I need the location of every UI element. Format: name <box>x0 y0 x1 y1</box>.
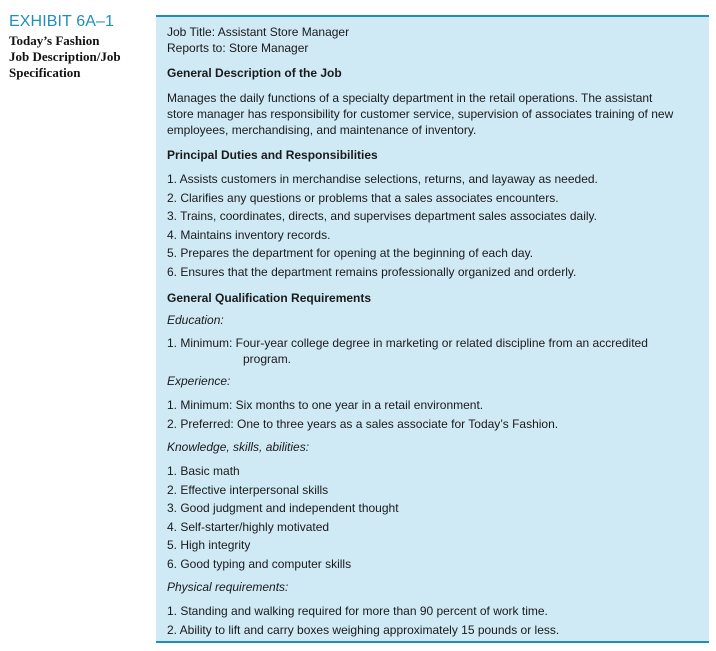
list-item: 4. Self-starter/highly motivated <box>167 519 330 534</box>
qualifications-heading: General Qualification Requirements <box>167 291 372 305</box>
exhibit-label: EXHIBIT 6A–1 <box>9 13 114 30</box>
list-item: 2. Preferred: One to three years as a sales associate for Today’s Fashion. <box>167 416 559 431</box>
list-item: 3. Good judgment and independent thought <box>167 501 399 515</box>
physical-label: Physical requirements: <box>167 580 289 594</box>
general-description-text <box>167 90 699 138</box>
list-item: 1. Standing and walking required for more than 90 percent of work time. <box>167 604 548 618</box>
knowledge-label: Knowledge, skills, abilities: <box>167 440 310 454</box>
general-description-heading: General Description of the Job <box>167 66 342 80</box>
job-title-line: Job Title: Assistant Store Manager <box>167 25 350 39</box>
experience-label: Experience: <box>167 374 231 388</box>
description-line: store manager has responsibility for customer service, supervision of associates training of new <box>167 107 674 121</box>
physical-list <box>167 602 699 639</box>
exhibit-title-line: Job Description/Job <box>9 49 121 64</box>
knowledge-list <box>167 462 699 573</box>
exhibit-title-line: Today’s Fashion <box>9 33 100 48</box>
list-item: 3. Trains, coordinates, directs, and supervises department sales associates daily. <box>167 209 597 223</box>
education-label: Education: <box>167 313 224 327</box>
list-item: 6. Good typing and computer skills <box>167 556 352 571</box>
list-item: 4. Maintains inventory records. <box>167 227 331 242</box>
description-line: Manages the daily functions of a specialty department in the retail operations. The assistant <box>167 91 653 105</box>
description-line: employees, merchandising, and maintenance of inventory. <box>167 123 477 137</box>
list-item: 2. Effective interpersonal skills <box>167 482 329 497</box>
list-item: 5. High integrity <box>167 538 251 552</box>
list-item: 1. Basic math <box>167 464 240 478</box>
exhibit-title <box>9 33 149 81</box>
list-item: 2. Ability to lift and carry boxes weighing approximately 15 pounds or less. <box>167 622 560 637</box>
list-item: 1. Assists customers in merchandise selections, returns, and layaway as needed. <box>167 172 598 186</box>
exhibit-title-line: Specification <box>9 65 81 80</box>
list-item: 1. Minimum: Four-year college degree in marketing or related discipline from an accredited program. <box>167 336 648 366</box>
list-item: 1. Minimum: Six months to one year in a retail environment. <box>167 398 484 412</box>
experience-list <box>167 396 699 433</box>
reports-to-line: Reports to: Store Manager <box>167 41 309 55</box>
list-item: 2. Clarifies any questions or problems that a sales associates encounters. <box>167 190 559 205</box>
duties-list <box>167 170 699 281</box>
list-item: 5. Prepares the department for opening at the beginning of each day. <box>167 246 534 260</box>
education-list <box>167 335 699 367</box>
job-description-panel <box>156 15 709 643</box>
list-item: 6. Ensures that the department remains professionally organized and orderly. <box>167 264 577 279</box>
duties-heading: Principal Duties and Responsibilities <box>167 148 378 162</box>
exhibit-caption <box>9 14 149 81</box>
